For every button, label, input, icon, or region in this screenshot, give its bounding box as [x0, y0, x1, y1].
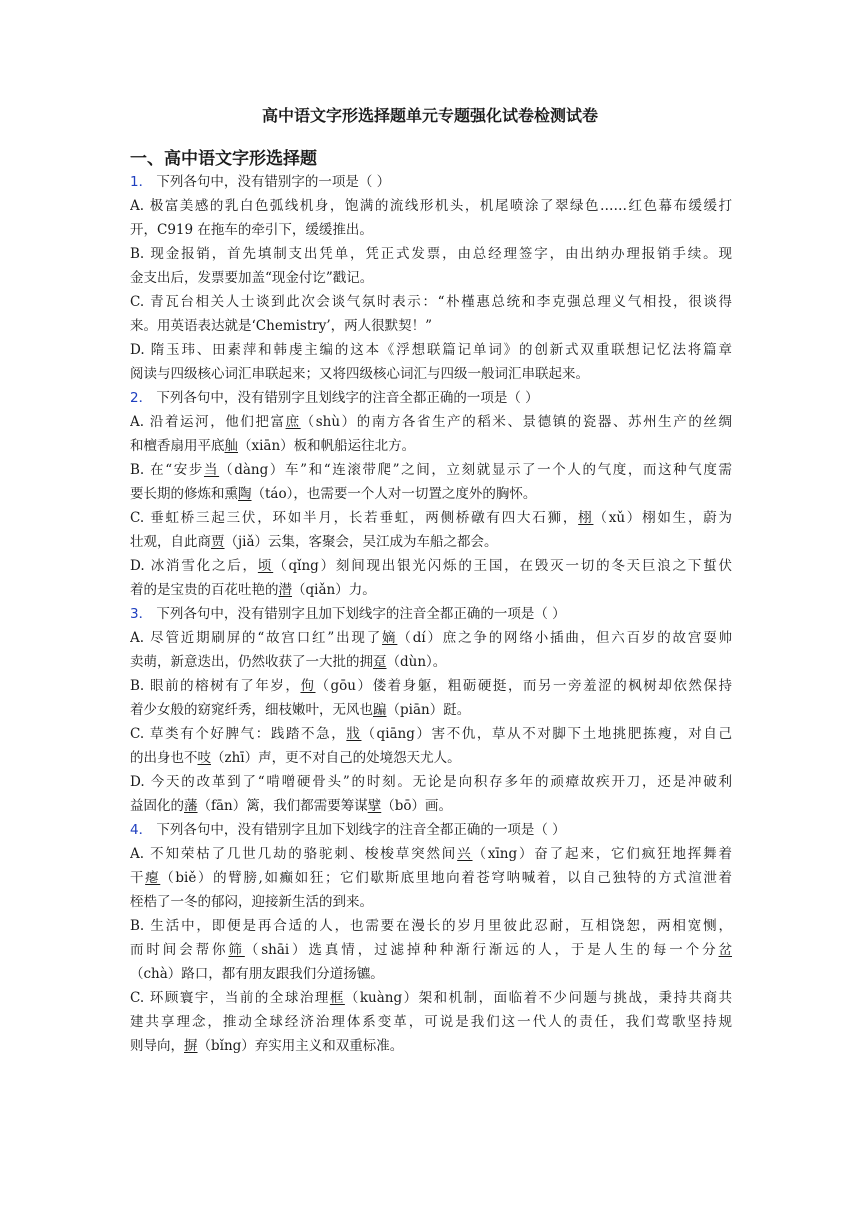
- answer-option: [130, 674, 732, 722]
- answer-option: [130, 554, 732, 602]
- answer-option: [130, 194, 732, 242]
- underlined-character: 摒: [184, 1038, 198, 1054]
- question-number: 2．: [130, 390, 153, 406]
- option-line: [130, 554, 732, 578]
- question-stem-text: 下列各句中，没有错别字且划线字的注音全都正确的一项是（ ）: [152, 390, 539, 406]
- option-text: （piān）跹。: [386, 702, 471, 718]
- option-text: D. 冰消雪化之后，: [130, 558, 258, 574]
- option-text: 而时间会帮你: [130, 942, 229, 958]
- option-text: （kuàng）架和机制，面临着不少问题与挑战，秉持共商共: [344, 990, 732, 1006]
- option-text: （chà）路口，都有朋友跟我们分道扬镳。: [130, 966, 384, 982]
- option-line: [130, 722, 732, 746]
- question-number: 3．: [130, 606, 153, 622]
- option-text: B. 在“安步: [130, 462, 204, 478]
- option-text: （xǔ）栩如生，蔚为: [593, 510, 732, 526]
- underlined-character: 筛: [228, 942, 245, 958]
- underlined-character: 藩: [184, 798, 198, 814]
- underlined-character: 当: [203, 462, 220, 478]
- option-text: 着少女般的窈窕纤秀，细枝嫩叶，无风也: [130, 702, 373, 718]
- option-line: [130, 458, 732, 482]
- option-line: [130, 578, 732, 602]
- underlined-character: 栩: [578, 510, 594, 526]
- underlined-character: 趸: [373, 654, 387, 670]
- option-text: 桎梏了一冬的郁闷，迎接新生活的到来。: [130, 894, 373, 910]
- option-line: [130, 482, 732, 506]
- option-text: 开，C919 在拖车的牵引下，缓缓推出。: [130, 222, 373, 238]
- option-text: （zhī）声，更不对自己的处境怨天尤人。: [211, 750, 461, 766]
- option-text: A. 极富美感的乳白色弧线机身，饱满的流线形机头，机尾喷涂了翠绿色……红色幕布缓缓打: [130, 198, 732, 214]
- option-line: [130, 1034, 732, 1058]
- answer-option: [130, 722, 732, 770]
- underlined-character: 擘: [367, 798, 382, 814]
- option-text: （gōu）偻着身躯，粗砺硬挺，而另一旁羞涩的枫树却依然保持: [315, 678, 732, 694]
- option-text: （dí）庶之争的网络小插曲，但六百岁的故宫耍帅: [397, 630, 732, 646]
- option-text: 金支出后，发票要加盖“现金付讫”戳记。: [130, 270, 374, 286]
- underlined-character: 框: [329, 990, 345, 1006]
- option-line: [130, 434, 732, 458]
- option-text: （xiān）板和帆船运往北方。: [238, 438, 416, 454]
- question-stem-text: 下列各句中，没有错别字且加下划线字的注音全都正确的一项是（ ）: [152, 606, 566, 622]
- option-line: [130, 218, 732, 242]
- option-text: （bō）画。: [381, 798, 453, 814]
- answer-option: [130, 458, 732, 506]
- question-stem: [130, 170, 732, 194]
- option-text: （bǐng）弃实用主义和双重标准。: [197, 1038, 404, 1054]
- option-text: （fān）篱，我们都需要筹谋: [197, 798, 368, 814]
- option-text: C. 青瓦台相关人士谈到此次会谈气氛时表示：“朴槿惠总统和李克强总理义气相投，很谈得: [130, 294, 732, 310]
- option-line: [130, 986, 732, 1010]
- answer-option: [130, 242, 732, 290]
- option-text: 来。用英语表达就是‘Chemistry’，两人很默契！”: [130, 318, 433, 334]
- underlined-character: 舢: [224, 438, 238, 454]
- underlined-character: 吱: [197, 750, 211, 766]
- option-line: [130, 626, 732, 650]
- option-line: [130, 530, 732, 554]
- option-line: [130, 194, 732, 218]
- option-line: [130, 674, 732, 698]
- underlined-character: 潜: [278, 582, 292, 598]
- answer-option: [130, 338, 732, 386]
- answer-option: [130, 506, 732, 554]
- option-text: 的出身也不: [130, 750, 198, 766]
- option-line: [130, 866, 732, 890]
- option-text: （shāi）选真情，过滤掉种种渐行渐远的人，于是人生的每一个分: [244, 942, 719, 958]
- option-line: [130, 290, 732, 314]
- answer-option: [130, 410, 732, 458]
- option-text: 阅读与四级核心词汇串联起来；又将四级核心词汇与四级一般词汇串联起来。: [130, 366, 589, 382]
- question-4: [130, 818, 732, 1058]
- option-text: 卖萌，新意迭出，仍然收获了一大批的拥: [130, 654, 373, 670]
- question-stem: [130, 386, 732, 410]
- option-text: 干: [130, 870, 146, 886]
- question-1: [130, 170, 732, 386]
- question-stem-text: 下列各句中，没有错别字且加下划线字的注音全都正确的一项是（ ）: [152, 822, 566, 838]
- answer-option: [130, 986, 732, 1058]
- question-list: [130, 170, 732, 1058]
- option-text: 着的是宝贵的百花吐艳的: [130, 582, 279, 598]
- question-3: [130, 602, 732, 818]
- section-heading: 一、高中语文字形选择题: [130, 149, 317, 169]
- answer-option: [130, 914, 732, 986]
- option-line: [130, 770, 732, 794]
- option-line: [130, 242, 732, 266]
- underlined-character: 佝: [300, 678, 316, 694]
- question-stem: [130, 602, 732, 626]
- option-text: A. 不知荣枯了几世几劫的骆驼刺、梭梭草突然间: [130, 846, 458, 862]
- option-line: [130, 914, 732, 938]
- option-line: [130, 794, 732, 818]
- option-text: （shù）的南方各省生产的稻米、景德镇的瓷器、苏州生产的丝绸: [300, 414, 732, 430]
- underlined-character: 顷: [257, 558, 274, 574]
- option-line: [130, 338, 732, 362]
- option-text: D. 今天的改革到了“啃噌硬骨头”的时刻。无论是向积存多年的顽瘴故疾开刀，还是冲破利: [130, 774, 732, 790]
- option-text: D. 隋玉玮、田素萍和韩虔主编的这本《浮想联篇记单词》的创新式双重联想记忆法将篇章: [130, 342, 732, 358]
- option-line: [130, 962, 732, 986]
- underlined-character: 兴: [457, 846, 473, 862]
- option-line: [130, 1010, 732, 1034]
- option-text: A. 沿着运河，他们把富: [130, 414, 286, 430]
- underlined-character: 嫡: [382, 630, 398, 646]
- option-text: 则导向，: [130, 1038, 184, 1054]
- option-text: A. 尽管近期刷屏的“故宫口红”出现了: [130, 630, 383, 646]
- option-line: [130, 746, 732, 770]
- option-line: [130, 410, 732, 434]
- option-text: 要长期的修炼和熏: [130, 486, 238, 502]
- underlined-character: 岔: [718, 942, 732, 958]
- option-text: 壮观，自此商: [130, 534, 211, 550]
- option-text: 建共享理念，推动全球经济治理体系变革，可说是我们这一代人的责任，我们莺歌坚持规: [130, 1014, 732, 1030]
- option-line: [130, 506, 732, 530]
- answer-option: [130, 290, 732, 338]
- option-line: [130, 362, 732, 386]
- option-line: [130, 890, 732, 914]
- option-line: [130, 266, 732, 290]
- option-text: （táo），也需要一个人对一切置之度外的胸怀。: [251, 486, 537, 502]
- underlined-character: 瘪: [145, 870, 161, 886]
- underlined-character: 戕: [346, 726, 362, 742]
- option-text: C. 垂虹桥三起三伏，环如半月，长若垂虹，两侧桥礅有四大石狮，: [130, 510, 579, 526]
- option-text: 和檀香扇用平底: [130, 438, 225, 454]
- option-text: C. 草类有个好脾气：践踏不急，: [130, 726, 347, 742]
- question-stem: [130, 818, 732, 842]
- option-text: B. 生活中，即便是再合适的人，也需要在漫长的岁月里彼此忍耐，互相饶恕，两相宽恻，: [130, 918, 732, 934]
- answer-option: [130, 842, 732, 914]
- option-line: [130, 314, 732, 338]
- option-text: （jiǎ）云集，客聚会，吴江成为车船之都会。: [224, 534, 498, 550]
- option-text: （qiāng）害不仇，草从不对脚下土地挑肥拣瘦，对自己: [361, 726, 732, 742]
- answer-option: [130, 626, 732, 674]
- option-text: 益固化的: [130, 798, 184, 814]
- option-text: C. 环顾寰宇，当前的全球治理: [130, 990, 330, 1006]
- answer-option: [130, 770, 732, 818]
- option-text: （dùn）。: [386, 654, 447, 670]
- underlined-character: 陶: [238, 486, 252, 502]
- question-2: [130, 386, 732, 602]
- option-line: [130, 842, 732, 866]
- option-line: [130, 938, 732, 962]
- underlined-character: 蹁: [373, 702, 387, 718]
- option-text: B. 眼前的榕树有了年岁，: [130, 678, 301, 694]
- option-line: [130, 650, 732, 674]
- option-text: （qǐng）刻间现出银光闪烁的王国，在毁灭一切的冬天巨浪之下蜇伏: [273, 558, 732, 574]
- question-number: 1．: [130, 174, 153, 190]
- underlined-character: 庶: [285, 414, 301, 430]
- option-text: （xīng）奋了起来，它们疯狂地挥舞着: [472, 846, 732, 862]
- underlined-character: 贾: [211, 534, 225, 550]
- question-number: 4．: [130, 822, 153, 838]
- option-text: （biě）的臂膀,如癫如狂；它们歇斯底里地向着苍穹呐喊着，以自己独特的方式渲泄着: [160, 870, 732, 886]
- page-title: 高中语文字形选择题单元专题强化试卷检测试卷: [261, 106, 598, 125]
- option-line: [130, 698, 732, 722]
- option-text: （dàng）车”和“连滚带爬”之间，立刻就显示了一个人的气度，而这种气度需: [219, 462, 732, 478]
- question-stem-text: 下列各句中，没有错别字的一项是（ ）: [152, 174, 391, 190]
- option-text: B. 现金报销，首先填制支出凭单，凭正式发票，由总经理签字，由出纳办理报销手续。现: [130, 246, 732, 262]
- option-text: （qiǎn）力。: [292, 582, 376, 598]
